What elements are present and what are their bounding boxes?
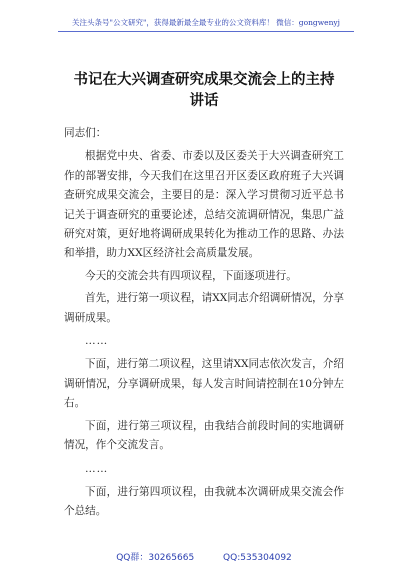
paragraph-item-3: 下面，进行第三项议程，由我结合前段时间的实地调研情况，作个交流发言。 xyxy=(64,419,344,452)
footer xyxy=(0,550,408,563)
paragraph-intro: 根据党中央、省委、市委以及区委关于大兴调查研究工作的部署安排，今天我们在这里召开区委区政府班子大兴调查研究成果交流会，主要目的是：深入学习贯彻习近平总书记关于调查研究的重要论述，总结交流调研情况，集思广益研究对策，更好地将调研成果转化为推动工作的思路、办法和举措，助力XX区经济社会高质量发展。 xyxy=(64,150,344,260)
footer-qq-group: QQ群：30265665 xyxy=(116,553,195,563)
greeting: 同志们： xyxy=(64,127,107,139)
paragraph-agenda: 今天的交流会共有四项议程，下面逐项进行。 xyxy=(85,269,297,282)
document-body xyxy=(64,124,344,525)
document-title xyxy=(40,70,368,112)
ellipsis: …… xyxy=(85,335,109,348)
paragraph-item-2: 下面，进行第二项议程，这里请XX同志依次发言，介绍调研情况，分享调研成果，每人发言时间请控制在10分钟左右。 xyxy=(64,358,344,410)
paragraph-item-1: 首先，进行第一项议程，请XX同志介绍调研情况，分享调研成果。 xyxy=(64,292,344,324)
title-line-1: 书记在大兴调查研究成果交流会上的主持 xyxy=(73,72,335,88)
ellipsis: …… xyxy=(85,462,109,475)
title-line-2: 讲话 xyxy=(189,93,219,109)
footer-qq: QQ:535304092 xyxy=(223,553,292,563)
header-banner: 关注头条号"公文研究"，获得最新最全最专业的公文资料库！ 微信：gongwenyj xyxy=(58,17,354,32)
paragraph-item-4: 下面，进行第四项议程，由我就本次调研成果交流会作个总结。 xyxy=(64,485,344,518)
